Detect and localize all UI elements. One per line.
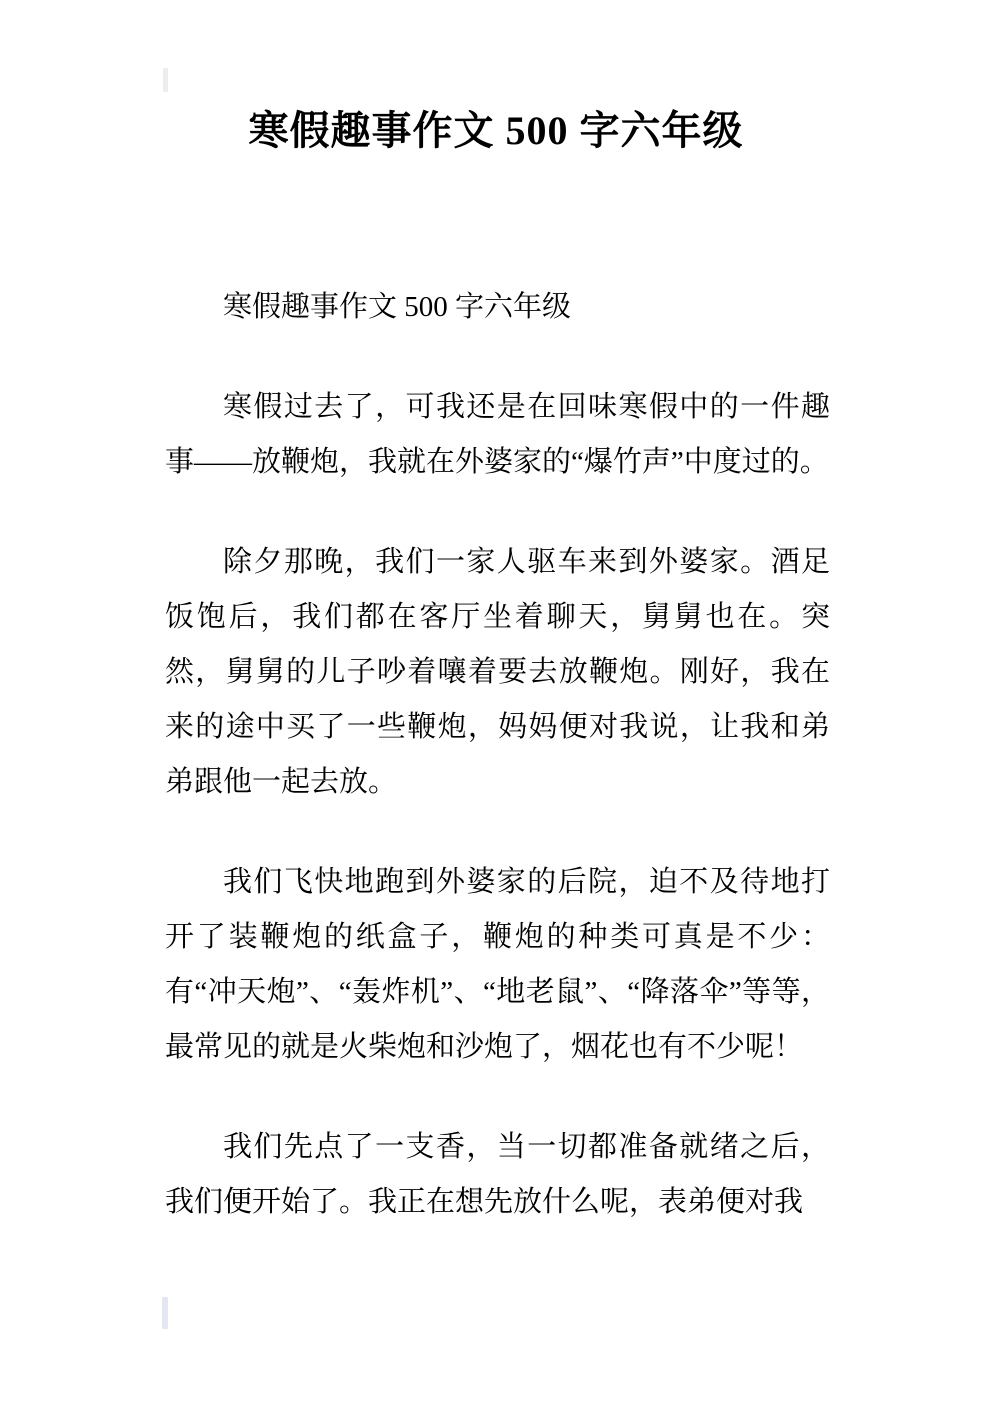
paragraph-3: 我们飞快地跑到外婆家的后院，迫不及待地打开了装鞭炮的纸盒子，鞭炮的种类可真是不少：有“冲天炮”、“轰炸机”、“地老鼠”、“降落伞”等等，最常见的就是火柴炮和沙炮了，烟花也有不少呢！: [165, 866, 830, 1063]
body-heading: 寒假趣事作文 500 字六年级: [223, 291, 572, 323]
page-edge-artifact-top: [163, 68, 168, 92]
paragraph-1: 寒假过去了，可我还是在回味寒假中的一件趣事——放鞭炮，我就在外婆家的“爆竹声”中度过的。: [165, 391, 830, 478]
document-title: 寒假趣事作文 500 字六年级: [248, 108, 744, 153]
paragraph-4: 我们先点了一支香，当一切都准备就绪之后，我们便开始了。我正在想先放什么呢，表弟便对我: [165, 1131, 830, 1218]
document-body: [165, 280, 830, 1230]
paragraph-2: 除夕那晚，我们一家人驱车来到外婆家。酒足饭饱后，我们都在客厅坐着聊天，舅舅也在。突然，舅舅的儿子吵着嚷着要去放鞭炮。刚好，我在来的途中买了一些鞭炮，妈妈便对我说，让我和弟弟跟他一起去放。: [165, 546, 830, 798]
page-edge-artifact-bottom: [162, 1297, 168, 1329]
